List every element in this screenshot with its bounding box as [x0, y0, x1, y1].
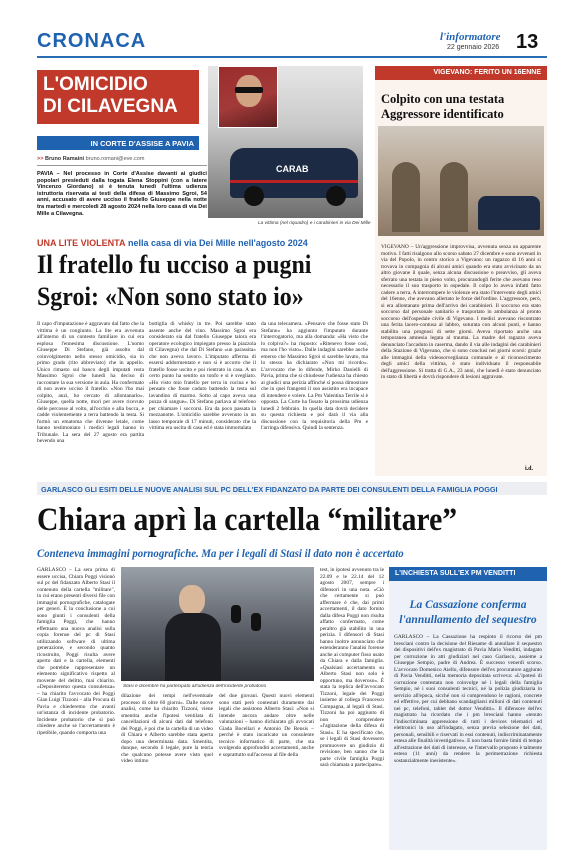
story1-photo: [208, 66, 363, 218]
story4-headline-line2: l'annullamento del sequestro: [399, 614, 537, 626]
story4-kicker: L'INCHIESTA SULL'EX PM VENDITTI: [389, 567, 547, 581]
story2-signature: i.d.: [525, 466, 534, 472]
story1-subkicker: IN CORTE D'ASSISE A PAVIA: [37, 136, 199, 150]
story1-kicker-line1: L'OMICIDIO: [43, 74, 148, 95]
building-arch: [440, 162, 468, 232]
header-rule: [37, 56, 547, 58]
microphone-icon: [251, 613, 261, 631]
victim-portrait: [218, 66, 278, 128]
story3-subhead: Conteneva immagini pornografiche. Ma per i legali di Stasi il dato non è accertato: [37, 546, 404, 560]
car-wheel-icon: [326, 186, 346, 206]
story1-kicker-box: [37, 70, 199, 124]
story1-headline-line2: Sgroi: «Non sono stato io»: [37, 282, 304, 311]
section-title: CRONACA: [37, 30, 147, 52]
person-body: [165, 613, 221, 681]
story1-column-2: bottiglia di whisky in tre. Poi sarebbe stato assente anche del vino. Massimo Sgroi era considerato sia dal fratello Giuseppe talora era operatore ecologico impiegato presso la piazzola di Cilavegna) che dal Di Stefano «un parassita» che non aveva lavoro. L'imputato afferma di essersi addormentato e non si è accorto che il fratello fosse uscito e poi rientrato in casa. A un certo punto ha sentito un tonfo e si è svegliato. «Ho visto mio fratello per terra in cucina e ho pensato che fosse caduto battendo la testa sul lavandino di marmo. Sotto al capo aveva una pozza di sangue». Di Stefano parlava al telefono per chiamare i soccorsi. Era da poco passata la mezzanotte. L'omicidio sarebbe avvenuto in un lasso temporale di 17 minuti, considerato che la vittima era uscita di casa ed è stata immortalata: [149, 321, 256, 431]
story3-column-4: test, in ipotesi avvenuto tra le 22.09 e le 22.14 del 12 agosto 2007, sempre i difensori in una nota. «Ciò che certamente si può affermare è che, dai primi accertamenti, il dato fornito dalla difesa Poggi non risulta affatto confermato, come peraltro già stabilito in una perizia. I difensori di Stasi hanno inoltre annunciato che estenderanno l'analisi forense anche ai computer fisso usato da Chiara e dalla famiglia. «Qualsiasi accertamento su Alberto Stasi non solo è opportuno, ma doveroso». È stata la replica dell'avvocato Tizzoni, legale dei Poggi insieme al collega Francesco Compagna, al legali di Stasi. Tizzoni ha poi aggiunto di non comprendere «l'agitazione della difesa di Stasi». E ha specificato che, se i legali di Stasi dovessero promuovere un giudizio di revisione, ben sanno che la parte civile famiglia Poggi sarà chiamata a partecipare».: [320, 567, 384, 768]
story2-body: VIGEVANO – Un'aggressione improvvisa, avvenuta senza un apparente motivo. I fatti risalgono allo scorso sabato 27 dicembre e sono avvenuti in via del Popolo, in centro storico a Vigevano: un ragazzo di 16 anni si trovava in compagnia di alcuni amici quando era stato avvicinato da un altro giovane il quale, senza alcuna discussione o preavviso, gli aveva sferrato una testata in pieno volto, procurandogli ferite che avevano reso necessario il suo trasporto in ospedale. Il colpo lo aveva infatti fatto cadere a terra. A interrompere le violenze era stato l'intervento degli amici del 16enne, che avevano allertato le forze dell'ordine. L'aggressore, però, si era allontanato prima dell'arrivo dei carabinieri. Il soccorso era stato soccorso dal personale sanitario e trasportato in ambulanza al pronto soccorso dell'ospedale civile di Vigevano. I medici avevano riscontrato una ferita lacero-contusa al labbro, suturata con alcuni punti, e hanno stabilito una prognosi di sette giorni. Aveva riportato anche una temporanea amnesia legata al trauma. La madre del ragazzo aveva denunciato l'accaduto in caserma, dando il via alle indagini dei carabinieri della Stazione di Vigevano, che si sono conclusi nei giorni scorsi: grazie alle immagini della videosorveglianza comunale e al riconoscimento degli amici della vittima, è stato individuato il responsabile dell'aggressione. Si tratta di G.A., 23 anni, che lunedì è stato denunciato in stato di libertà e dovrà rispondere di lesioni aggravate.: [381, 244, 541, 380]
microphone-icon: [231, 605, 241, 623]
story3-photo: [121, 567, 314, 681]
byline-name: Bruno Ramaini: [44, 156, 85, 162]
building-arch: [392, 162, 420, 232]
story1-lead: PAVIA – Nel processo in Corte d'Assise davanti ai giudici popolari presieduti dalla togata Elena Stoppini (con a latere Vincenzo Giordano) si è tenuta lunedì l'ultima udienza istruttoria riservata ai testi della difesa di Massimo Sgroi, 54 anni, accusato di avere ucciso il fratello Giuseppe nella notte tra martedì e mercoledì 28 agosto 2024 nella loro casa di via Dei Mille a Cilavegna.: [37, 171, 207, 217]
carabinieri-car: [478, 196, 540, 230]
story1-kicker-line2: DI CILAVEGNA: [43, 96, 178, 117]
story1-strap: [37, 238, 367, 248]
story1-strap-red: UNA LITE VIOLENTA: [37, 238, 126, 248]
byline-arrow-icon: >>: [37, 156, 44, 162]
story3-column-3: del due giovani. Questi nuovi elementi sono stati però contestati duramente dai legali che assistono Alberto Stasi: «Non si intende ancora andare oltre nelle valutazioni – hanno dichiarato gli avvocati Giada Bocellari e Antonio De Rensis – perché è stato incaricato un consulente tecnico informatico di parte, che sta svolgendo approfonditi accertamenti, anche e soprattutto sull'accesso al file della: [219, 693, 314, 758]
byline-email: bruno.romani@eve.com: [85, 156, 145, 162]
story1-headline-line1: Il fratello fu ucciso a pugni: [37, 250, 312, 279]
carabinieri-car: [230, 148, 358, 198]
story1-byline-rule: [37, 165, 207, 166]
page-number: 13: [516, 31, 539, 53]
story3-column-2: dilazione dei tempi nell'eventuale processo di oltre 60 giorni». Dalle nuove analisi, come ha chiarito Tizzoni, viene smentita anche l'ipotesi ventilata di cancellazioni di alcuni dati dal telefono dei Poggi, è poi che la cartella di un video di Chiara e Alberto sarebbe stata aperta dopo una determinata data. Smentita, dunque, secondo il legale, pure la teoria che qualcuno potesse avere visto quel video intimo: [121, 693, 213, 764]
masthead-logo: l'informatore: [440, 31, 501, 43]
story3-headline: Chiara aprì la cartella “militare”: [37, 502, 458, 538]
story1-strap-rest: nella casa di via Dei Mille nell'agosto 2024: [128, 238, 308, 248]
story2-kicker: VIGEVANO: FERITO UN 16ENNE: [375, 66, 547, 80]
story2-photo: [378, 126, 544, 236]
story1-column-3: da una telecamera. «Pensavo che fosse stato Di Stefano» ha aggiunto l'imputato durante l'interrogatorio, ma alla domanda: «Ha visto che lo colpiva?» ha risposto: «Ritenevo fosse così, ma non l'ho visto». Dalle indagini sarebbe anche emerso che Massimo Sgroi si sarebbe lavato, ma lo stesso ha dichiarato «Non mi ricordo». L'avvocato che lo difende, Mirko Danielli di Pavia, prima che si chiudesse l'udienza ha chiesto ai giudici una perizia affinché si possa dimostrare che in quei frangenti il suo assistito era incapace di intendere e volere. La Pm Valentina Terrile si è opposta. La Corte ha fissato la prossima udienza lunedì 2 febbraio. In quella data dovrà decidere su questa richiesta e poi darà il via alla discussione con la requisitoria della Pm e l'arringa difensiva. Quindi la sentenza.: [261, 321, 368, 431]
story4-headline-line1: La Cassazione conferma: [409, 599, 527, 611]
story4-body: GARLASCO – La Cassazione ha respinto il ricorso dei pm bresciani contro la decisione del Riesame di annullare il sequestro dei dispositivi dell'ex magistrato di Pavia Mario Venditti, indagato per corruzione in atti giudiziari nel caso Garlasco, assieme a Giuseppe Sempio, padre di Andrea. È successo venerdì scorso. L'avvocato Domenico Aiello, difensore dell'ex procuratore aggiunto di Pavia Venditti, nella memoria depositata scriveva: «L'ipotesi di corruzione contestata non coinvolge né i legali della famiglia Sempio, né i suoi consulenti tecnici, né la polizia giudiziaria in servizio all'epoca, sicché non si comprendono le ragioni, concrete ed effettive, per cui debbano scandagliarsi milioni di dati contenuti nei pc, telefoni, tablet del dottor Venditti». Il difensore dell'ex magistrato ha ricordato che i pm bresciani hanno «tenuto l'indiscriminata apprensione di tutti i devices telematici ed elettronici in uso all'indagato, senza previa selezione dei dati, personali, sensibili e riservati in essi contenuti, indiscriminatamente estesa alle finalità investigative». E non basta fornire limiti di tempo all'estrazione dei dati di interesse, se l'intervallo proposto è talmente esteso (11 anni) da rendere la perimetrazione richiesta sostanzialmente inesistente».: [394, 634, 542, 764]
story2-headline-line1: Colpito con una testata: [381, 92, 505, 106]
car-wheel-icon: [244, 186, 264, 206]
person-head: [179, 585, 205, 615]
story1-photo-caption: La vittima (nel riquadro) e i carabinieri in via Dei Mille: [258, 221, 371, 226]
sunglasses-icon: [235, 87, 263, 93]
story3-photo-caption: Stasi e dicembre ha partecipato all'udienza dell'incidente probatorio: [123, 684, 267, 689]
car-stripe: [230, 180, 358, 183]
story3-strap: GARLASCO GLI ESITI DELLE NUOVE ANALISI SUL PC DELL'EX FIDANZATO DA PARTE DEI CONSULENTI DELLA FAMIGLIA POGGI: [37, 482, 547, 495]
car-label: CARAB: [276, 164, 309, 174]
story1-byline: [37, 156, 207, 162]
story2-headline-line2: Aggressore identificato: [381, 107, 504, 121]
story1-column-1: Il capo d'imputazione è aggravato dal fatto che la vittima è un congiunto. La lite era avvenuta all'interno di un contesto familiare in cui era esplosa l'ennesima discussione. L'uomo Giuseppe Di Stefano, già assolto dal coinvolgimento nello stesso omicidio, sia in primo grado (rito abbreviato) che in appello. Unico rimasto sul banco degli imputati resta Massimo Sgroi che lunedì ha deciso di raccontare la sua versione in aula. Ha confermato di non avere ucciso il fratello. «Non l'ho mai colpito, anzi, ho cercato di allontanarlo». Giuseppe, quella notte, morì per avere ricevuto delle percosse al volto, all'occhio e alla bocca, e cadde violentemente a terra battendo la testa. Si formò un ematoma che divenne letale, come hanno testimoniato i medici legali hanno in Tribunale. La sera del 27 agosto era partita bevendo una: [37, 321, 144, 444]
story3-column-1: GARLASCO – La sera prima di essere uccisa, Chiara Poggi visionò sul pc del fidanzato Alberto Stasi il contenuto della cartella "militare", in cui erano presenti diversi file con immagini pornografiche, catalogate per generi. È la conclusione a cui sono giunti i consulenti della famiglia Poggi, che hanno effettuato una nuova analisi sulla copia forense del pc di Stasi utilizzando software di ultima generazione, e secondo quanto ricostruito, Poggi risulta avere aperto dati e la cartella, elementi che potrebbe rappresentare un elemento significativo rispetto al movente del delitto, mai chiarito. «Depositeremo questa consulenza» – ha chiarito l'avvocato dei Poggi Gian Luigi Tizzoni – alla Procura di Pavia e chiederemo che avanti un'istanza di incidente probatorio. Incidente probatorio che si può chiedere anche se l'accertamento è ripetibile, quando comporta una: [37, 567, 115, 736]
issue-date: 22 gennaio 2026: [447, 44, 500, 51]
